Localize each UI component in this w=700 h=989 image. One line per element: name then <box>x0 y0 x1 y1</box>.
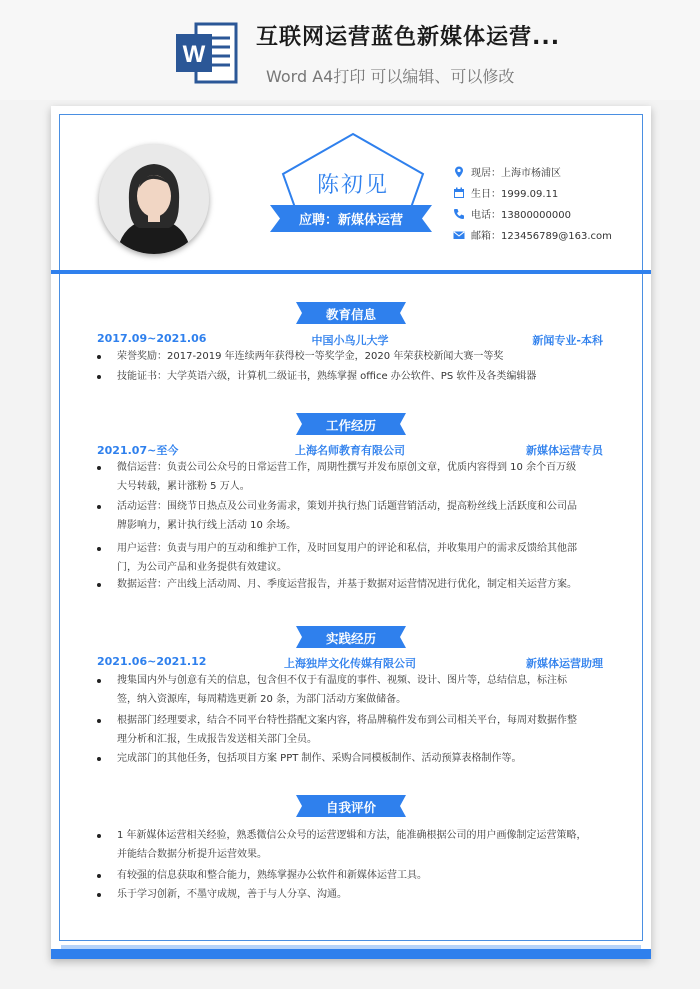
education-title: 教育信息 <box>325 307 376 322</box>
practice-title: 实践经历 <box>325 631 376 646</box>
contact-location: 现居：上海市杨浦区 <box>453 164 561 179</box>
practice-date: 2021.06~2021.12 <box>97 655 207 668</box>
header-divider <box>51 270 651 274</box>
document-title: 互联网运营蓝色新媒体运营... <box>256 25 561 50</box>
apply-position: 应聘：新媒体运营 <box>298 213 403 228</box>
practice-company: 上海独岸文化传媒有限公司 <box>284 657 416 670</box>
work-position: 新媒体运营专员 <box>526 444 603 457</box>
word-icon <box>174 20 240 86</box>
self-title: 自我评价 <box>325 800 376 815</box>
mail-icon <box>453 229 465 241</box>
work-company: 上海名师教育有限公司 <box>295 444 405 457</box>
top-banner <box>0 0 700 100</box>
profile-photo <box>99 144 209 254</box>
work-title: 工作经历 <box>325 418 376 433</box>
practice-position: 新媒体运营助理 <box>526 657 603 670</box>
resume-page: 陈初见 应聘：新媒体运营 现居：上海市杨浦区 生日：1999.09.11 电话：13800000000 邮箱：123456789@163.com 教育信息 2017.09~2021.06 中国小鸟儿大学 新闻专业-本科 荣誉奖励：2017-2019 年连续两年获得校一等奖学金，2020 年荣获校新闻大赛一等奖 技能证书：大学英语六级，计算机二级证书，熟练掌握 office 办公软件、PS 软件及各类编辑器 工作经历 2021.07~至今 上海名师教育有限公司 新媒体运营专员 微信运营：负责公司公众号的日常运营工作，周期性撰写并发布原创文章，优质内容得到 10 余个百万级 大号转载，累计涨粉 5 万人。 活动运营：围绕节日热点及公司业务需求，策划并执行热门话题营销活动，提高粉丝线上活跃度和公司品 牌影响力，累计执行线上活动 10 余场。 用户运营：负责与用户的互动和维护工作，及时回复用户的评论和私信，并收集用户的需求反馈给其他部 门，为公司产品和业务提供有效建议。 数据运营：产出线上活动周、月、季度运营报告，并基于数据对运营情况进行优化，制定相关运营方案。 实践经历 2021.06~2021.12 上海独岸文化传媒有限公司 新媒体运营助理 搜集国内外与创意有关的信息，包含但不仅于有温度的事件、视频、设计、图片等，总结信息，标注标 签，纳入资源库，每周精选更新 20 条，为部门活动方案做储备。 根据部门经理要求，结合不同平台特性搭配文案内容，将品牌稿件发布到公司相关平台，每周对数据作整 理分析和汇报，生成报告发送相关部门全员。 完成部门的其他任务，包括项目方案 PPT 制作、采购合同模板制作、活动预算表格制作等。 自我评价 1 年新媒体运营相关经验，熟悉微信公众号的运营逻辑和方法，能准确根据公司的用户画像制定运营策略， 并能结合数据分析提升运营效果。 有较强的信息获取和整合能力，熟练掌握办公软件和新媒体运营工具。 乐于学习创新，不墨守成规，善于与人分享、沟通。 <box>51 106 651 959</box>
location-icon <box>453 166 465 178</box>
contact-phone: 电话：13800000000 <box>453 206 571 221</box>
education-major: 新闻专业-本科 <box>532 334 603 347</box>
work-date: 2021.07~至今 <box>97 444 179 457</box>
education-date: 2017.09~2021.06 <box>97 332 207 345</box>
footer-bar <box>51 949 651 959</box>
phone-icon <box>453 208 465 220</box>
svg-text:W: W <box>182 41 206 68</box>
document-subtitle: Word A4打印 可以编辑、可以修改 <box>266 67 515 86</box>
contact-birthday: 生日：1999.09.11 <box>453 185 558 200</box>
contact-email: 邮箱：123456789@163.com <box>453 227 612 242</box>
education-school: 中国小鸟儿大学 <box>311 334 389 347</box>
candidate-name: 陈初见 <box>316 173 389 198</box>
calendar-icon <box>453 187 465 199</box>
